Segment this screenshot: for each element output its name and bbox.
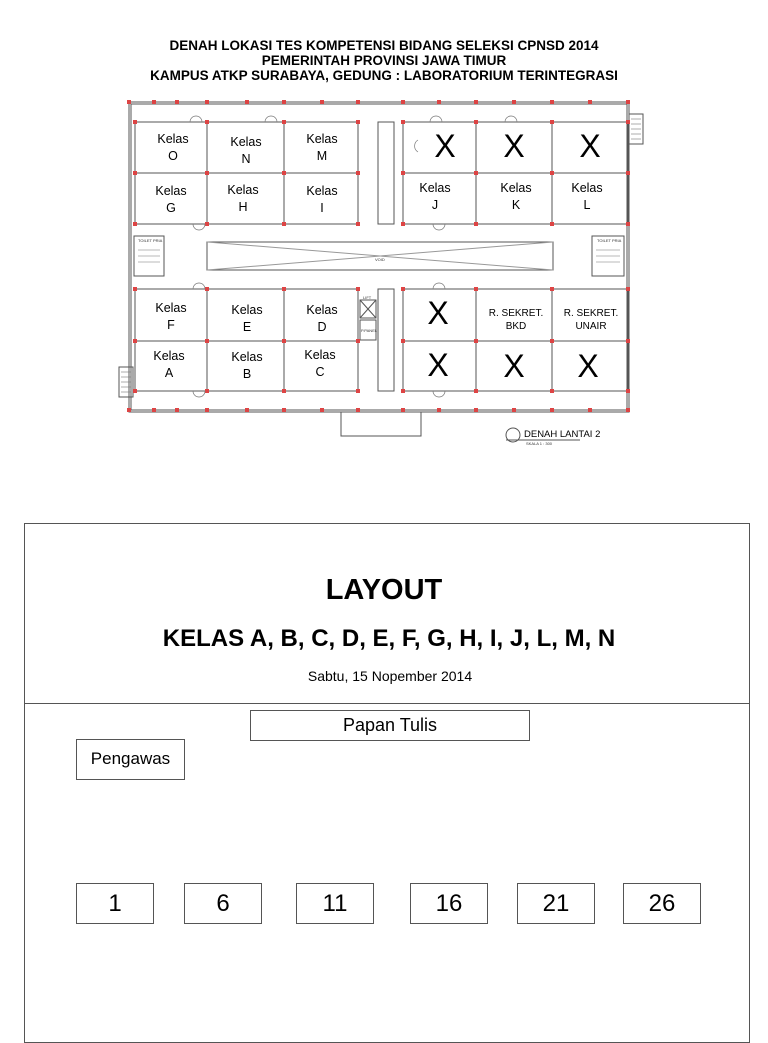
toilet-label-left: TOILET PRIA: [138, 238, 163, 243]
room-kelas-m: Kelas M: [306, 132, 338, 163]
seat-box: 6: [184, 883, 262, 924]
room-sekret-unair: R. SEKRET. UNAIR: [563, 308, 619, 332]
room-kelas-f: Kelas F: [155, 301, 187, 332]
room-closed-x: X: [577, 348, 599, 384]
room-kelas-o: Kelas O: [157, 132, 189, 163]
layout-subtitle: KELAS A, B, C, D, E, F, G, H, I, J, L, M, N: [162, 625, 616, 652]
lift-label: LIFT: [363, 295, 372, 300]
layout-title: LAYOUT: [325, 574, 443, 606]
room-closed-x: X: [503, 128, 525, 164]
room-kelas-e: Kelas E: [231, 303, 263, 334]
whiteboard-box: Papan Tulis: [250, 710, 530, 741]
room-kelas-c: Kelas C: [304, 348, 336, 379]
room-kelas-k: Kelas K: [500, 181, 532, 212]
room-closed-x: X: [434, 128, 456, 164]
room-closed-x: X: [427, 347, 449, 383]
room-kelas-b: Kelas B: [231, 350, 263, 381]
supervisor-box: Pengawas: [76, 739, 185, 780]
room-closed-x: X: [579, 128, 601, 164]
room-kelas-d: Kelas D: [306, 303, 338, 334]
void-label: VOID: [375, 257, 385, 262]
room-kelas-h: Kelas H: [227, 183, 259, 214]
room-kelas-i: Kelas I: [306, 184, 338, 215]
layout-divider: [24, 703, 750, 704]
seat-box: 1: [76, 883, 154, 924]
floor-plan-drawing: [0, 0, 768, 470]
room-kelas-n: Kelas N: [230, 135, 262, 166]
seat-box: 21: [517, 883, 595, 924]
seat-box: 16: [410, 883, 488, 924]
title-line-1: DENAH LOKASI TES KOMPETENSI BIDANG SELEKSI CPNSD 2014: [169, 38, 599, 53]
scale-label: SKALA 1 : 300: [526, 441, 553, 446]
room-kelas-a: Kelas A: [153, 349, 185, 380]
seat-box: 11: [296, 883, 374, 924]
layout-date: Sabtu, 15 Nopember 2014: [307, 668, 473, 684]
title-line-2: PEMERINTAH PROVINSI JAWA TIMUR: [261, 53, 507, 68]
seat-box: 26: [623, 883, 701, 924]
toilet-label-right: TOILET PRIA: [597, 238, 622, 243]
denah-lantai-label: DENAH LANTAI 2: [524, 429, 601, 440]
room-kelas-j: Kelas J: [419, 181, 451, 212]
title-line-3: KAMPUS ATKP SURABAYA, GEDUNG : LABORATORIUM TERINTEGRASI: [150, 68, 618, 83]
room-closed-x: X: [503, 348, 525, 384]
panel-label: P.PANEL: [361, 328, 378, 333]
room-closed-x: X: [427, 295, 449, 331]
room-sekret-bkd: R. SEKRET. BKD: [488, 308, 544, 332]
room-kelas-g: Kelas G: [155, 184, 187, 215]
room-kelas-l: Kelas L: [571, 181, 603, 212]
